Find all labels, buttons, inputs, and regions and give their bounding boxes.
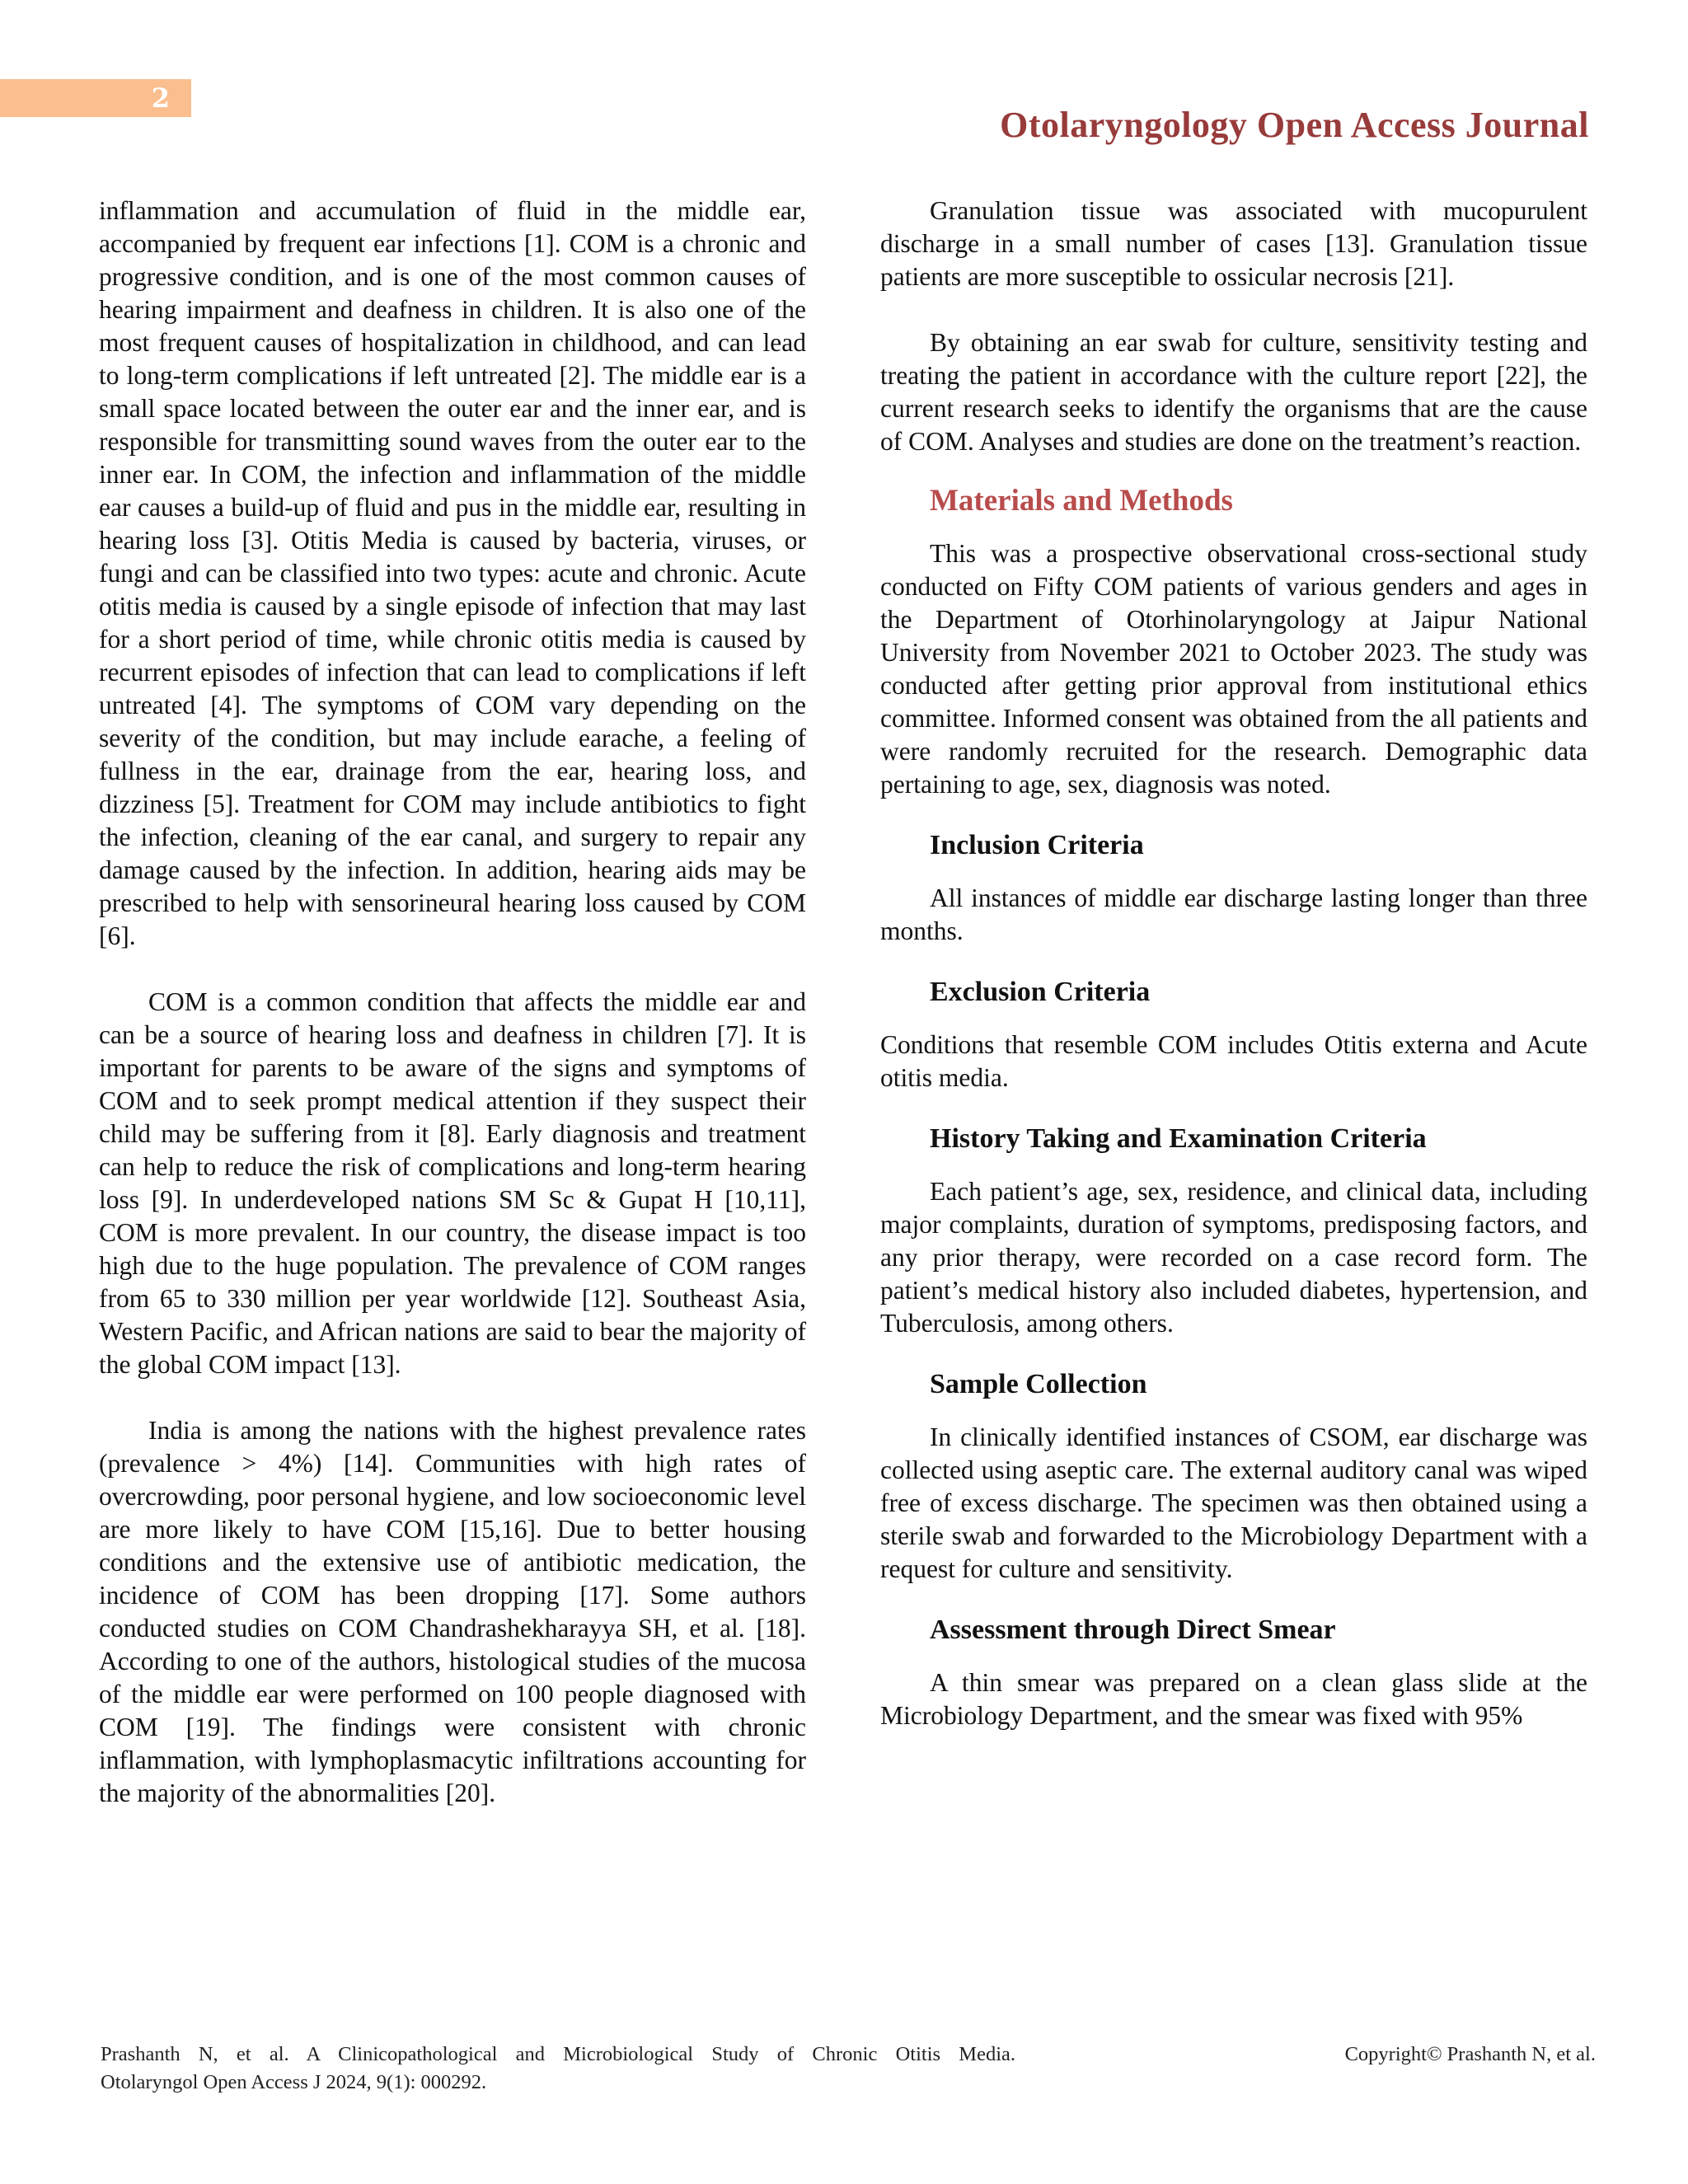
paragraph-com-common-condition: COM is a common condition that affects the middle ear and can be a source of hearing loss and deafness in children [7]. It is important for parents to be aware of the signs and symptoms of COM and to seek prompt medical attention if they suspect their child may be suffering from it [8]. Early diagnosis and treatment can help to reduce the risk of complications and long-term hearing loss [9]. In underdeveloped nations SM Sc & Gupat H [10,11], COM is more prevalent. In our country, the disease impact is too high due to the huge population. The prevalence of COM ranges from 65 to 330 million per year worldwide [12]. Southeast Asia, Western Pacific, and African nations are said to bear the majority of the global COM impact [13]. [99, 987, 806, 1379]
subheading-direct-smear: Assessment through Direct Smear [930, 1615, 1336, 1645]
subheading-sample-collection: Sample Collection [930, 1369, 1147, 1399]
section-spacer [880, 948, 1587, 972]
section-spacer [880, 521, 1587, 537]
paragraph-direct-smear: A thin smear was prepared on a clean glass slide at the Microbiology Department, and the smear was fixed with 95% [880, 1668, 1587, 1730]
section-spacer [880, 1404, 1587, 1421]
section-heading-materials-methods: Materials and Methods [930, 484, 1233, 518]
footer-citation [101, 2041, 1015, 2097]
right-column [880, 194, 1587, 1732]
journal-title: Otolaryngology Open Access Journal [1000, 105, 1589, 145]
subheading-exclusion-criteria: Exclusion Criteria [930, 977, 1151, 1007]
paragraph-materials-methods: This was a prospective observational cross-sectional study conducted on Fifty COM patients of various genders and ages in the Department of Otorhinolaryngology at Jaipur National University from November 2021 to October 2023. The study was conducted after getting prior approval from institutional ethics committee. Informed consent was obtained from the all patients and were randomly recruited for the research. Demographic data pertaining to age, sex, diagnosis was noted. [880, 539, 1587, 799]
paragraph-history-taking: Each patient’s age, sex, residence, and clinical data, including major complaints, duration of symptoms, predisposing factors, and any prior therapy, were recorded on a case record form. The patient’s medical history also included diabetes, hypertension, and Tuberculosis, among others. [880, 1177, 1587, 1338]
section-spacer [880, 865, 1587, 882]
section-spacer [880, 1340, 1587, 1365]
section-spacer [880, 1650, 1587, 1666]
footer-citation-line2: Otolaryngol Open Access J 2024, 9(1): 000292. [101, 2071, 487, 2093]
footer-copyright: Copyright© Prashanth N, et al. [1344, 2043, 1596, 2065]
section-spacer [880, 458, 1587, 481]
paragraph-india-prevalence: India is among the nations with the highest prevalence rates (prevalence > 4%) [14]. Communities with high rates of overcrowding, poor personal hygiene, and low socioeconomic level are more likely to have COM [15,16]. Due to better housing conditions and the extensive use of antibiotic medication, the incidence of COM has been dropping [17]. Some authors conducted studies on COM Chandrashekharayya SH, et al. [18]. According to one of the authors, histological studies of the mucosa of the middle ear were performed on 100 people diagnosed with COM [19]. The findings were consistent with chronic inflammation, with lymphoplasmacytic infiltrations accounting for the majority of the abnormalities [20]. [99, 1416, 806, 1807]
paragraph-spacer [880, 293, 1587, 326]
section-spacer [880, 1012, 1587, 1029]
paragraph-ear-swab: By obtaining an ear swab for culture, sensitivity testing and treating the patient in accordance with the culture report [22], the current research seeks to identify the organisms that are the cause of COM. Analyses and studies are done on the treatment’s reaction. [880, 328, 1587, 456]
page-number: 2 [151, 82, 170, 114]
section-spacer [880, 1094, 1587, 1119]
section-spacer [880, 801, 1587, 826]
paragraph-inclusion-criteria: All instances of middle ear discharge lasting longer than three months. [880, 883, 1587, 945]
paragraph-spacer [99, 953, 806, 986]
left-column [99, 194, 806, 1810]
paragraph-exclusion-criteria: Conditions that resemble COM includes Otitis externa and Acute otitis media. [880, 1030, 1587, 1092]
paragraph-introduction-continued: inflammation and accumulation of fluid in the middle ear, accompanied by frequent ear infections [1]. COM is a chronic and progressive condition, and is one of the most common causes of hearing impairment and deafness in children. It is also one of the most frequent causes of hospitalization in childhood, and can lead to long-term complications if left untreated [2]. The middle ear is a small space located between the outer ear and the inner ear, and is responsible for transmitting sound waves from the outer ear to the inner ear. In COM, the infection and inflammation of the middle ear causes a build-up of fluid and pus in the middle ear, resulting in hearing loss [3]. Otitis Media is caused by bacteria, viruses, or fungi and can be classified into two types: acute and chronic. Acute otitis media is caused by a single episode of infection that may last for a short period of time, while chronic otitis media is caused by recurrent episodes of infection that can lead to complications if left untreated [4]. The symptoms of COM vary depending on the severity of the condition, but may include earache, a feeling of fullness in the ear, drainage from the ear, hearing loss, and dizziness [5]. Treatment for COM may include antibiotics to fight the infection, cleaning of the ear canal, and surgery to repair any damage caused by the infection. In addition, hearing aids may be prescribed to help with sensorineural hearing loss caused by COM [6]. [99, 196, 806, 950]
paragraph-spacer [99, 1381, 806, 1414]
section-spacer [880, 1586, 1587, 1610]
subheading-inclusion-criteria: Inclusion Criteria [930, 830, 1144, 860]
page-number-badge [0, 79, 191, 117]
section-spacer [880, 1159, 1587, 1175]
subheading-history-taking: History Taking and Examination Criteria [930, 1123, 1427, 1154]
paragraph-granulation-tissue: Granulation tissue was associated with mucopurulent discharge in a small number of cases [13]. Granulation tissue patients are more susceptible to ossicular necrosis [21]. [880, 196, 1587, 291]
paragraph-sample-collection: In clinically identified instances of CSOM, ear discharge was collected using aseptic care. The external auditory canal was wiped free of excess discharge. The specimen was then obtained using a sterile swab and forwarded to the Microbiology Department with a request for culture and sensitivity. [880, 1422, 1587, 1583]
footer-citation-line1: Prashanth N, et al. A Clinicopathological and Microbiological Study of Chronic Otitis Media. [101, 2043, 1015, 2065]
